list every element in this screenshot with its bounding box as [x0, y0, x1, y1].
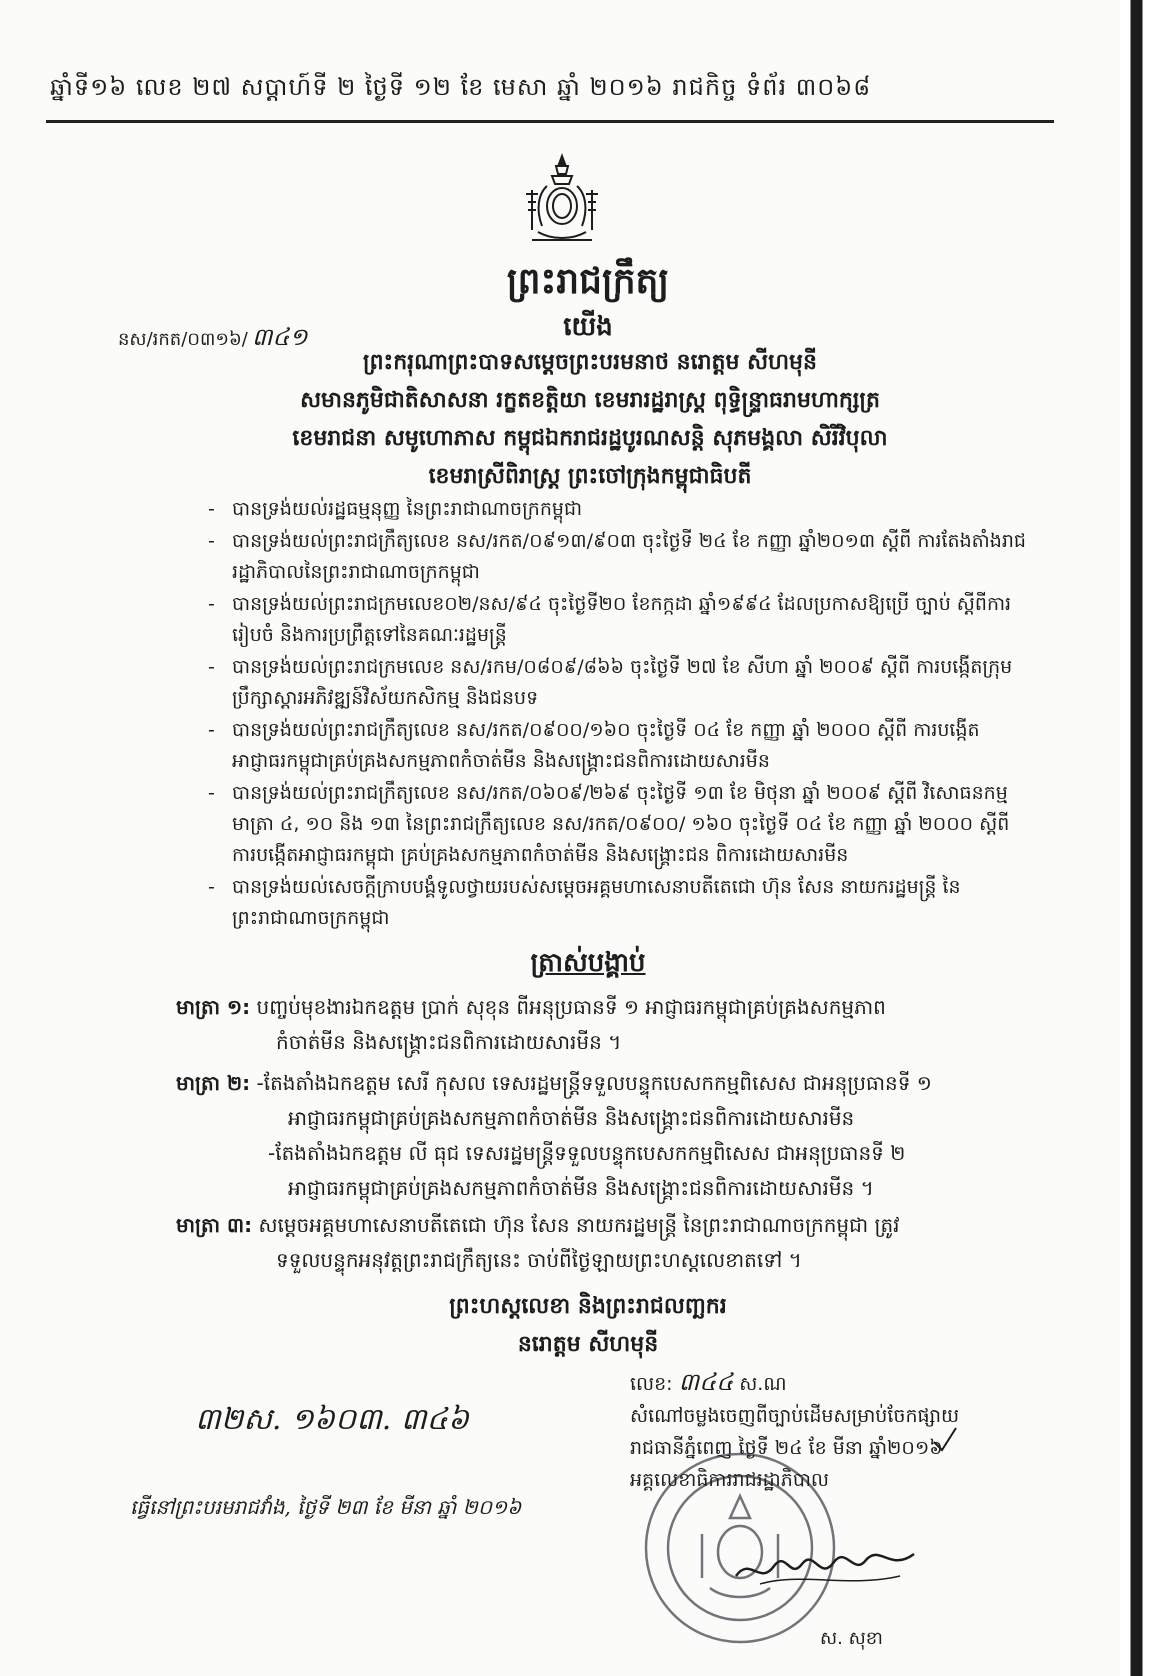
seal-number-suffix: ស.ណ — [739, 1373, 787, 1395]
article-1 — [176, 990, 1056, 1060]
whereas-list — [232, 494, 1032, 935]
reference-handwritten: ៣៤១ — [251, 323, 308, 351]
whereas-item: - បានទ្រង់យល់ព្រះរាជក្រឹត្យលេខ នស/រកត/០៩១៣/៩០៣ ចុះថ្ងៃទី ២៤ ខែ កញ្ញា ឆ្នាំ២០១៣ ស្តីពី ការតែងតាំងរាជរដ្ឋាភិបាលនៃព្រះរាជាណាចក្រកម្ពុជា — [232, 526, 1032, 588]
article-2-line: -តែងតាំងឯកឧត្តម សេរី កុសល ទេសរដ្ឋមន្ត្រីទទួលបន្ទុកបេសកកម្មពិសេស ជាអនុប្រធានទី ១ — [256, 1071, 932, 1095]
article-2-label: មាត្រា ២: — [176, 1071, 251, 1095]
seal-office-line: អគ្គលេខាធិការរាជរដ្ឋាភិបាល — [630, 1469, 829, 1491]
article-3 — [176, 1208, 1056, 1278]
article-3-label: មាត្រា ៣: — [176, 1213, 253, 1237]
whereas-item: - បានទ្រង់យល់ព្រះរាជក្រមលេខ នស/រកម/០៨០៩/៨៦៦ ចុះថ្ងៃទី ២៧ ខែ សីហា ឆ្នាំ ២០០៩ ស្តីពី ការបង្កើតក្រុមប្រឹក្សាស្តារអភិវឌ្ឍន៍វិស័យកសិកម្ម និងជនបទ — [232, 652, 1032, 714]
article-3-line: ទទួលបន្ទុកអនុវត្តព្រះរាជក្រឹត្យនេះ ចាប់ពីថ្ងៃឡាយព្រះហស្តលេខាតទៅ ។ — [276, 1248, 802, 1272]
decide-heading: ត្រាស់បង្គាប់ — [530, 948, 646, 978]
article-1-label: មាត្រា ១: — [176, 995, 251, 1019]
article-2-line: អាជ្ញាធរកម្ពុជាគ្រប់គ្រងសកម្មភាពកំចាត់មីន និងសង្គ្រោះជនពិការដោយសារមីន — [288, 1106, 855, 1130]
royal-title-line: ខេមរាជនា សមូហោភាស កម្ពុជឯករាជរដ្ឋបូរណសន្តិ សុភមង្គលា សិរីវិបុលា — [292, 426, 888, 451]
we-heading: យើង — [563, 312, 613, 342]
whereas-item: - បានទ្រង់យល់រដ្ឋធម្មនុញ្ញ នៃព្រះរាជាណាចក្រកម្ពុជា — [232, 494, 1032, 525]
seal-number-handwritten: ៣៤៤ — [678, 1368, 734, 1396]
royal-title-line: ខេមរាស្រីពិរាស្ត្រ ព្រះចៅក្រុងកម្ពុជាធិបតី — [428, 464, 752, 489]
signatory-name: ស. សុខា — [820, 1628, 883, 1649]
article-1-line: បញ្ចប់មុខងារឯកឧត្តម ប្រាក់ សុខុន ពីអនុប្រធានទី ១ អាជ្ញាធរកម្ពុជាគ្រប់គ្រងសកម្មភាព — [256, 995, 886, 1019]
article-2-line: អាជ្ញាធរកម្ពុជាគ្រប់គ្រងសកម្មភាពកំចាត់មីន និងសង្គ្រោះជនពិការដោយសារមីន ។ — [288, 1176, 874, 1200]
seal-number-line — [630, 1366, 1010, 1400]
signature-name: នរោត្តម សីហមុនី — [517, 1332, 659, 1357]
reference-printed: នស/រកត/០៣១៦/ — [118, 329, 248, 350]
whereas-item: - បានទ្រង់យល់សេចក្តីក្រាបបង្គំទូលថ្វាយរបស់សម្តេចអគ្គមហាសេនាបតីតេជោ ហ៊ុន សែន នាយករដ្ឋមន្ត្រី នៃព្រះរាជាណាចក្រកម្ពុជា — [232, 872, 1032, 934]
scan-edge — [1120, 0, 1176, 1676]
whereas-item: - បានទ្រង់យល់ព្រះរាជក្រឹត្យលេខ នស/រកត/០៦០៩/២៦៩ ចុះថ្ងៃទី ១៣ ខែ មិថុនា ឆ្នាំ ២០០៩ ស្តីពី វិសោធនកម្មមាត្រា ៤, ១០ និង ១៣ នៃព្រះរាជក្រឹត្យលេខ នស/រកត/០៩០០/ ១៦០ ចុះថ្ងៃទី ០៤ ខែ កញ្ញា ឆ្នាំ ២០០០ ស្តីពីការបង្កើតអាជ្ញាធរកម្ពុជា គ្រប់គ្រងសកម្មភាពកំចាត់មីន និងសង្គ្រោះជន ពិការដោយសារមីន — [232, 778, 1032, 871]
handwritten-signature — [730, 1536, 920, 1596]
done-at-line: ធ្វើនៅព្រះបរមរាជវាំង, ថ្ងៃទី ២៣ ខែ មីនា ឆ្នាំ ២០១៦ — [130, 1495, 522, 1519]
article-1-line: កំចាត់មីន និងសង្គ្រោះជនពិការដោយសារមីន ។ — [276, 1030, 622, 1054]
royal-title-line: ព្រះករុណាព្រះបាទសម្តេចព្រះបរមនាថ នរោត្តម សីហមុនី — [363, 350, 817, 375]
seal-number-label: លេខ: — [630, 1373, 673, 1395]
article-3-line: សម្តេចអគ្គមហាសេនាបតីតេជោ ហ៊ុន សែន នាយករដ្ឋមន្ត្រី នៃព្រះរាជាណាចក្រកម្ពុជា ត្រូវ — [258, 1213, 900, 1237]
article-2 — [176, 1066, 1056, 1206]
seal-copy-line: សំណៅចម្លងចេញពីច្បាប់ដើមសម្រាប់ចែកផ្សាយ — [630, 1405, 960, 1427]
signature-title: ព្រះហស្តលេខា និងព្រះរាជលញ្ឆករ — [449, 1294, 727, 1319]
whereas-item: - បានទ្រង់យល់ព្រះរាជក្រមលេខ០២/នស/៩៤ ចុះថ្ងៃទី២០ ខែកក្កដា ឆ្នាំ១៩៩៤ ដែលប្រកាសឱ្យប្រើ ច្បាប់ ស្តីពីការរៀបចំ និងការប្រព្រឹត្តទៅនៃគណៈរដ្ឋមន្ត្រី — [232, 589, 1032, 651]
article-2-line: -តែងតាំងឯកឧត្តម លី ធុជ ទេសរដ្ឋមន្ត្រីទទួលបន្ទុកបេសកកម្មពិសេស ជាអនុប្រធានទី ២ — [268, 1141, 906, 1165]
royal-title-line: សមានភូមិជាតិសាសនា រក្ខតខត្តិយា ខេមរារដ្ឋរាស្ត្រ ពុទ្ធិន្ទ្រាធរាមហាក្សត្រ — [300, 388, 880, 413]
checkmark-icon — [930, 1424, 960, 1454]
header-rule — [46, 120, 1054, 123]
gazette-header: ឆ្នាំទី១៦ លេខ ២៧ សប្តាហ៍ទី ២ ថ្ងៃទី ១២ ខែ មេសា ឆ្នាំ ២០១៦ រាជកិច្ច ទំព័រ ៣០៦៨ — [50, 73, 872, 101]
whereas-item: - បានទ្រង់យល់ព្រះរាជក្រឹត្យលេខ នស/រកត/០៩០០/១៦០ ចុះថ្ងៃទី ០៤ ខែ កញ្ញា ឆ្នាំ ២០០០ ស្តីពី ការបង្កើតអាជ្ញាធរកម្ពុជាគ្រប់គ្រងសកម្មភាពកំចាត់មីន និងសង្គ្រោះជនពិការដោយសារមីន — [232, 715, 1032, 777]
royal-emblem-icon — [512, 150, 612, 250]
royal-title — [150, 344, 1030, 496]
seal-date-line: រាជធានីភ្នំពេញ ថ្ងៃទី ២៤ ខែ មីនា ឆ្នាំ២០១៦ — [630, 1437, 943, 1459]
decree-title: ព្រះរាជក្រឹត្យ — [506, 261, 670, 302]
handwritten-reference: ៣២ស. ១៦០៣. ៣៤៦ — [195, 1402, 469, 1437]
